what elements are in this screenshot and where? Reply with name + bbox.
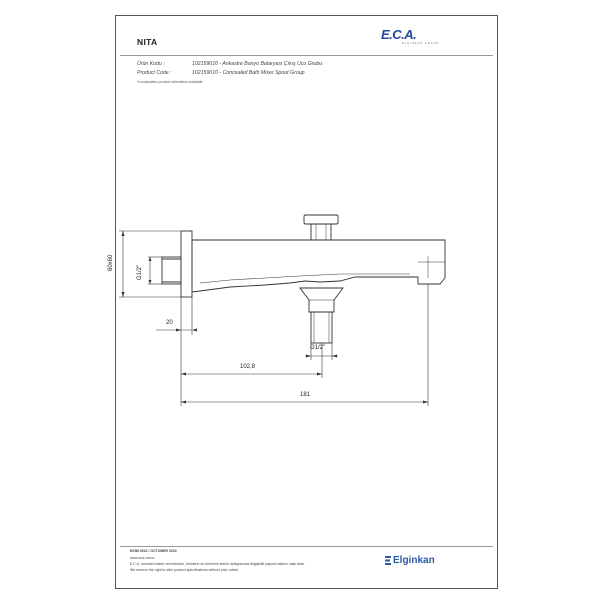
footer-tr-disclaimer: E.C.A. önceden haber vermeksizin, ürünlerin ve ürünlerin teknik detaylarında değişiklik yapma hakkını saklı tutar. <box>130 562 305 566</box>
eca-logo-tagline: ELGINKAN GROUP <box>402 42 440 45</box>
dim-outlet-thread: G1/2" <box>310 345 326 351</box>
footer-date: EKİM 2024 / OCTOBER 2024 <box>130 549 177 553</box>
dim-plate-depth: 20 <box>166 320 173 326</box>
footer-website: www.eca.com.tr <box>130 556 155 560</box>
tr-code-value: 102159010 - Ankastre Banyo Bataryası Çıkış Ucu Grubu <box>192 61 323 67</box>
dim-inlet-thread: G1/2" <box>137 264 143 280</box>
spout-body <box>192 240 445 292</box>
dim-plate-size: 60x60 <box>108 254 114 271</box>
tr-code-label: Ürün Kodu : <box>137 61 165 67</box>
en-code-value: 102159010 - Concealed Bath Mixer Spout Group <box>192 70 305 76</box>
footer-divider <box>120 546 493 547</box>
localization-note: *Localization product selections available. <box>137 80 204 84</box>
product-title: NITA <box>137 37 158 47</box>
inlet-connector <box>162 257 181 284</box>
diverter-knob <box>304 215 338 224</box>
elginkan-logo: Elginkan <box>393 555 435 566</box>
wall-plate <box>181 231 192 297</box>
diverter-stem <box>311 224 331 240</box>
footer-en-disclaimer: We reserve the right to alter product specifications without prior notice. <box>130 568 240 572</box>
eca-logo-text: E.C.A. <box>381 27 417 42</box>
dim-center-distance: 102,8 <box>240 364 256 370</box>
en-code-label: Product Code : <box>137 70 172 76</box>
elginkan-mark-icon <box>385 556 391 565</box>
dim-total-length: 181 <box>300 392 311 398</box>
